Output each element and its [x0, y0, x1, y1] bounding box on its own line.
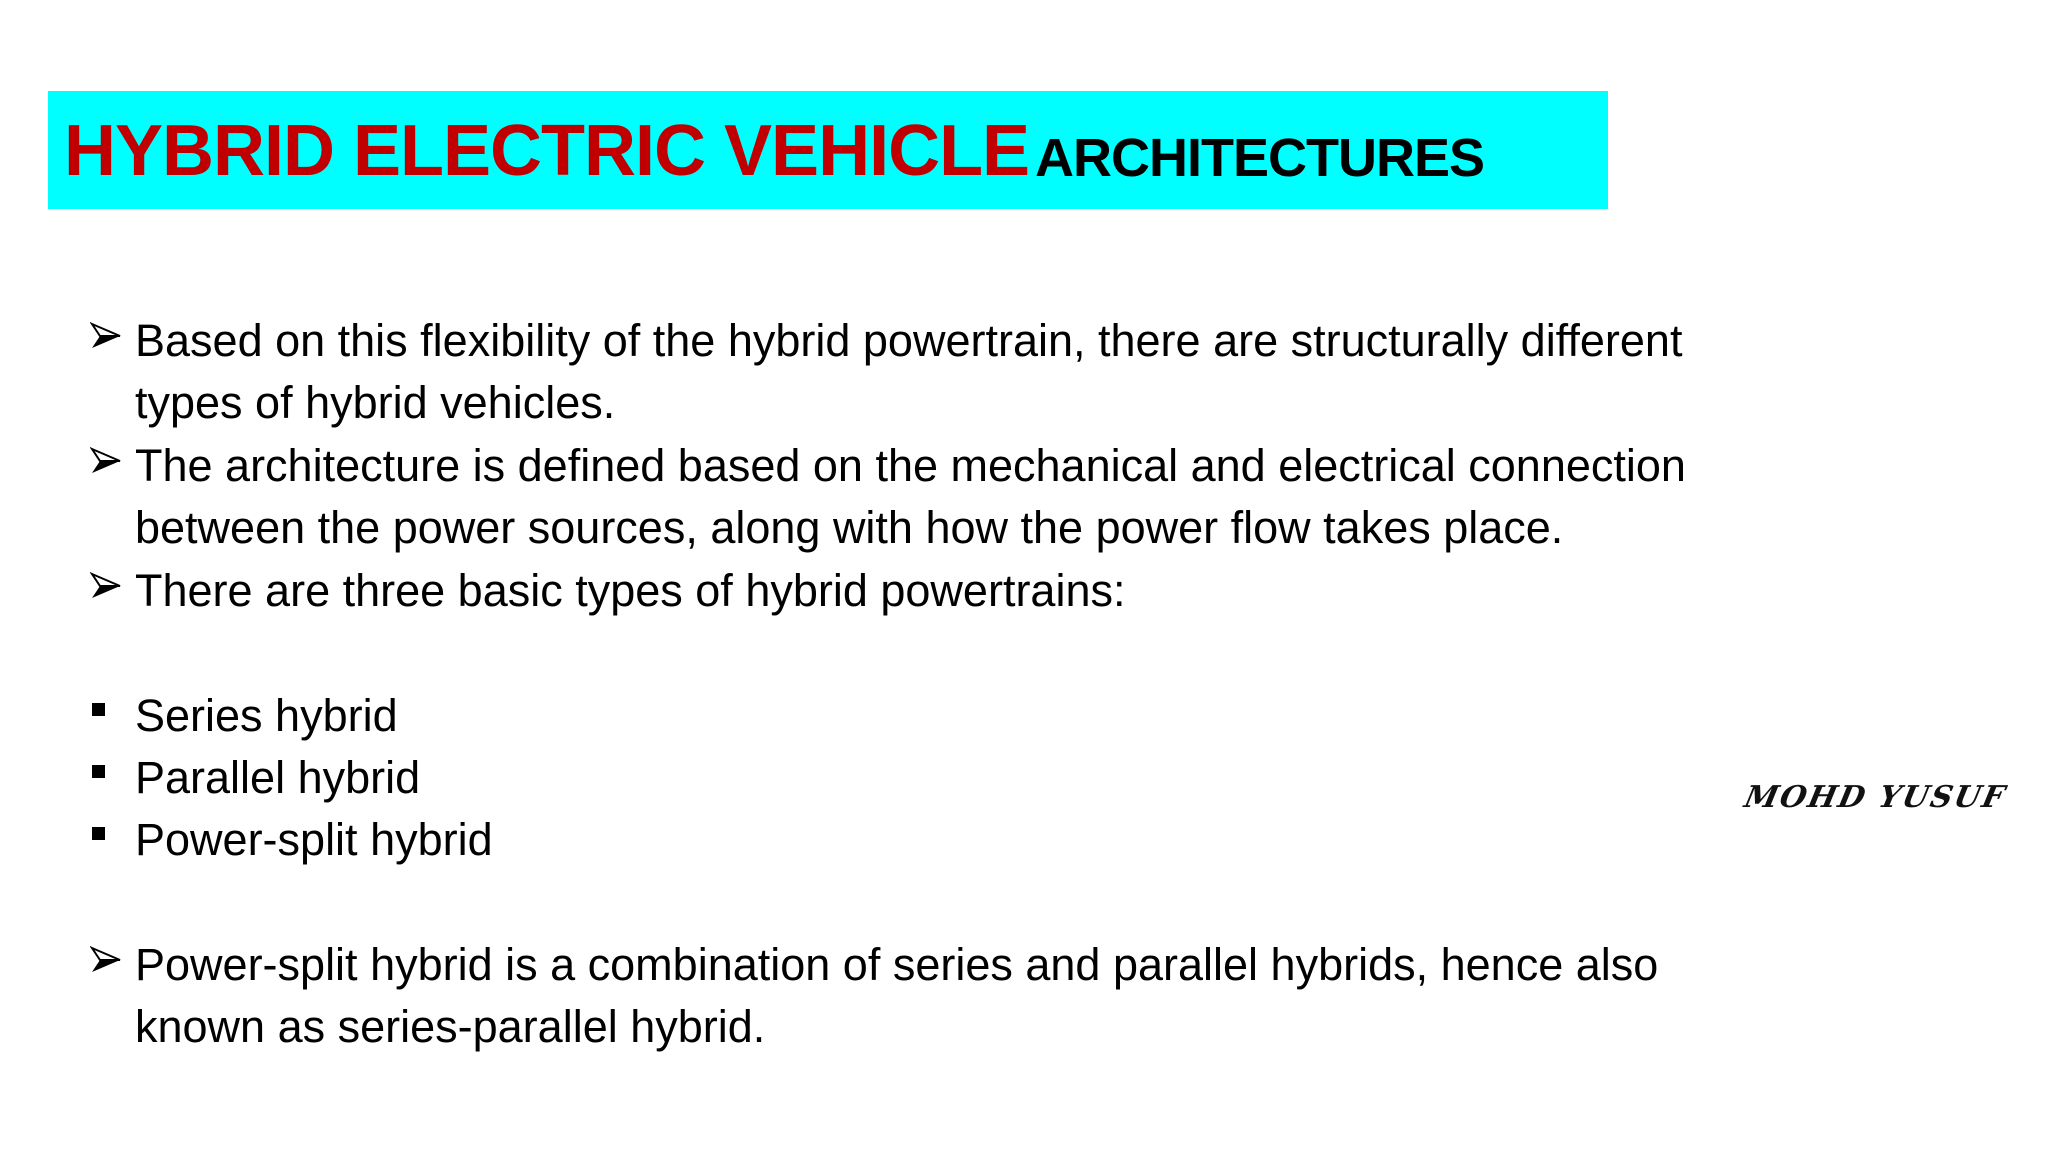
- arrow-bullet-icon: [90, 320, 122, 352]
- slide-title: HYBRID ELECTRIC VEHICLE: [64, 111, 1030, 191]
- bullet-line: There are three basic types of hybrid powertrains:: [135, 565, 1126, 616]
- arrow-bullet-icon: [90, 944, 122, 976]
- bullet-line: Based on this flexibility of the hybrid powertrain, there are structurally different: [135, 315, 1683, 366]
- bullet-line: Power-split hybrid is a combination of series and parallel hybrids, hence also: [135, 939, 1659, 990]
- bullet-line: between the power sources, along with how the power flow takes place.: [135, 502, 1564, 553]
- square-bullet-icon: [92, 827, 105, 840]
- square-bullet-icon: [92, 765, 105, 778]
- slide-subtitle: ARCHITECTURES: [1035, 128, 1485, 188]
- title-banner: [48, 91, 1608, 209]
- square-bullet-icon: [92, 703, 105, 716]
- bullet-line: The architecture is defined based on the mechanical and electrical connection: [135, 440, 1686, 491]
- arrow-bullet-icon: [90, 445, 122, 477]
- type-label: Parallel hybrid: [135, 752, 421, 803]
- type-label: Series hybrid: [135, 690, 398, 741]
- bullet-line: known as series-parallel hybrid.: [135, 1001, 766, 1052]
- author-signature: MOHD YUSUF: [1741, 780, 2010, 815]
- arrow-bullet-icon: [90, 570, 122, 602]
- bullet-line: types of hybrid vehicles.: [135, 377, 616, 428]
- type-label: Power-split hybrid: [135, 814, 493, 865]
